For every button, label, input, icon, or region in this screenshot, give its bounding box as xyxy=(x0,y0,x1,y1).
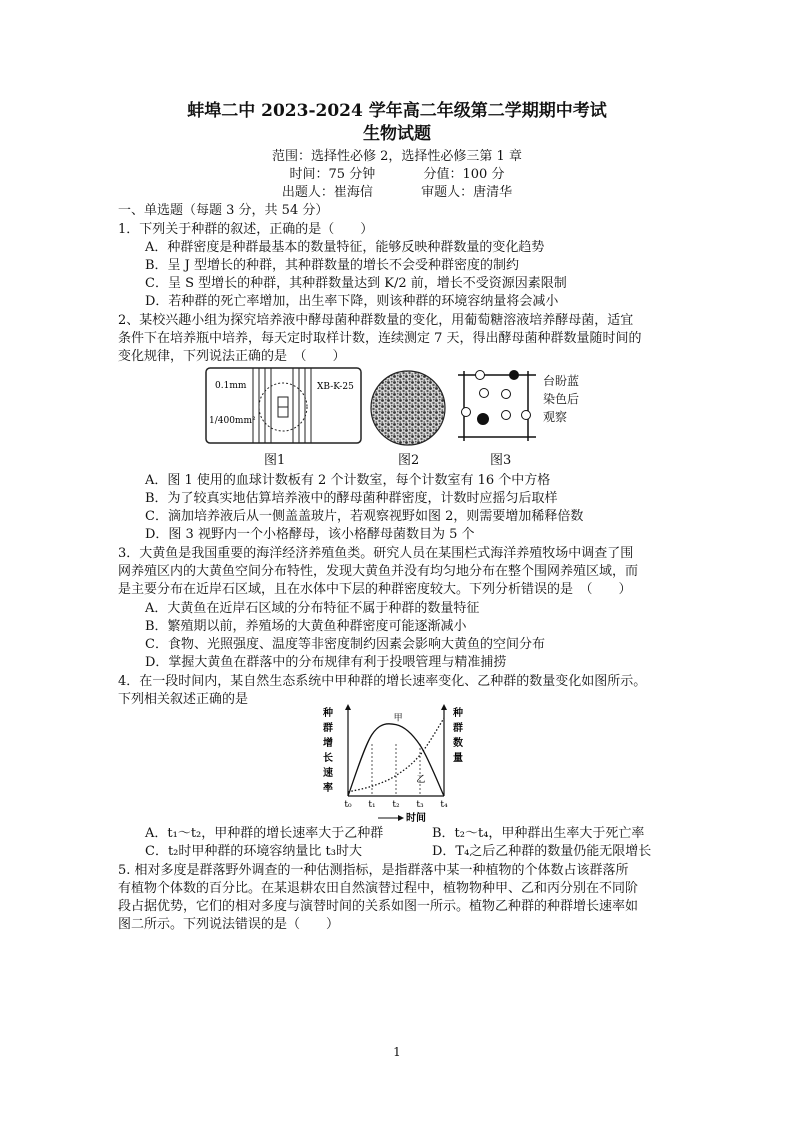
exam-time-score xyxy=(0,163,794,182)
chart-right-axis-arrow xyxy=(441,704,447,710)
q2-figure2-caption: 图2 xyxy=(398,453,420,468)
q4-line1: 4．在一段时间内，某自然生态系统中甲种群的增长速率变化、乙种群的数量变化如图所示。 xyxy=(118,674,647,689)
chart-right-axis-label-1: 种 xyxy=(453,708,463,719)
chart-right-axis-label-2: 群 xyxy=(453,723,463,734)
chart-right-axis-label-3: 数 xyxy=(453,738,463,749)
chart-left-axis-label-6: 率 xyxy=(323,783,333,794)
q2-figure3-grid xyxy=(456,367,542,445)
q4-growth-chart xyxy=(320,704,480,822)
exam-score: 分值：100 分 xyxy=(423,167,505,182)
q1-option-c: C．呈 S 型增长的种群，其种群数量达到 K/2 前，增长不受资源因素限制 xyxy=(145,276,567,291)
q5-line2: 有植物个体数的百分比。在某退耕农田自然演替过程中，植物物种甲、乙和丙分别在不同阶 xyxy=(118,881,639,896)
chart-x-tick-label: t₂ xyxy=(392,800,400,810)
fig3-label-3: 观察 xyxy=(543,410,568,424)
chart-left-axis-label-2: 群 xyxy=(323,723,333,734)
chart-x-tick-label: t₀ xyxy=(344,800,352,810)
q1-stem: 1．下列关于种群的叙述，正确的是（ ） xyxy=(118,222,374,237)
q3-option-c: C．食物、光照强度、温度等非密度制约因素会影响大黄鱼的空间分布 xyxy=(145,637,545,652)
exam-authors xyxy=(0,181,794,200)
q2-figure3-caption: 图3 xyxy=(490,453,512,468)
q5-line3: 段占据优势，它们的相对多度与演替时间的关系如图一所示。植物乙种群的种群增长速率如 xyxy=(118,899,639,914)
q4-option-b: B．t₂～t₄，甲种群出生率大于死亡率 xyxy=(432,826,645,841)
q2-figure1-caption: 图1 xyxy=(264,453,286,468)
chart-left-axis-label-4: 长 xyxy=(323,753,333,764)
q3-line2: 网养殖区内的大黄鱼空间分布特性，发现大黄鱼并没有均匀地分布在整个围网养殖区域，而 xyxy=(118,564,639,579)
q3-option-a: A．大黄鱼在近岸石区域的分布特征不属于种群的数量特征 xyxy=(145,601,480,616)
q3-option-d: D．掌握大黄鱼在群落中的分布规律有利于投喂管理与精准捕捞 xyxy=(145,655,507,670)
q2-option-b: B．为了较真实地估算培养液中的酵母菌种群密度，计数时应摇匀后取样 xyxy=(145,491,558,506)
q4-line2: 下列相关叙述正确的是 xyxy=(118,692,249,707)
page-number: 1 xyxy=(393,1045,401,1059)
q3-line1: 3．大黄鱼是我国重要的海洋经济养殖鱼类。研究人员在某围栏式海洋养殖牧场中调查了围 xyxy=(118,546,634,561)
q2-option-d: D．图 3 视野内一个小格酵母，该小格酵母菌数目为 5 个 xyxy=(145,527,475,542)
chart-left-axis-label-3: 增 xyxy=(323,738,333,749)
exam-reviewer: 审题人：唐清华 xyxy=(421,185,513,200)
fig1-depth-label: 0.1mm xyxy=(215,381,247,391)
q5-line1: 5. 相对多度是群落野外调查的一种估测指标，是指群落中某一种植物的个体数占该群落所 xyxy=(118,863,629,878)
chart-series-label: 甲 xyxy=(393,713,403,724)
chart-left-axis-label-1: 种 xyxy=(323,708,333,719)
chart-left-axis-arrow xyxy=(345,704,351,710)
exam-setter: 出题人：崔海信 xyxy=(281,185,373,200)
q1-option-b: B．呈 J 型增长的种群，其种群数量的增长不会受种群密度的制约 xyxy=(145,258,520,273)
section-heading: 一、单选题（每题 3 分，共 54 分） xyxy=(118,203,329,218)
q2-option-a: A．图 1 使用的血球计数板有 2 个计数室，每个计数室有 16 个中方格 xyxy=(145,473,551,488)
chart-x-tick-label: t₄ xyxy=(440,800,448,810)
fig1-code-label: XB-K-25 xyxy=(317,382,354,392)
q2-option-c: C．滴加培养液后从一侧盖盖玻片，若观察视野如图 2，则需要增加稀释倍数 xyxy=(145,509,584,524)
q3-option-b: B．繁殖期以前，养殖场的大黄鱼种群密度可能逐渐减小 xyxy=(145,619,467,634)
exam-subtitle: 生物试题 xyxy=(363,124,431,144)
chart-time-arrowhead xyxy=(398,815,404,821)
chart-x-tick-label: t₃ xyxy=(416,800,424,810)
q4-option-a: A．t₁～t₂，甲种群的增长速率大于乙种群 xyxy=(145,826,384,841)
chart-series-label: 乙 xyxy=(416,774,426,785)
chart-x-axis-label: 时间 xyxy=(406,813,426,822)
exam-time: 时间：75 分钟 xyxy=(289,167,376,182)
exam-title: 蚌埠二中 2023-2024 学年高二年级第二学期期中考试 xyxy=(187,101,607,121)
fig3-label-1: 台盼蓝 xyxy=(543,374,580,388)
q2-figure1-hemocytometer xyxy=(205,367,363,445)
chart-left-axis-label-5: 速 xyxy=(323,768,333,779)
chart-right-axis-label-4: 量 xyxy=(453,753,463,764)
fig3-label-2: 染色后 xyxy=(543,392,580,406)
q1-option-d: D．若种群的死亡率增加，出生率下降，则该种群的环境容纳量将会减小 xyxy=(145,294,559,309)
q4-option-d: D．T₄之后乙种群的数量仍能无限增长 xyxy=(432,844,652,859)
q3-line3: 是主要分布在近岸石区域，且在水体中下层的种群密度较大。下列分析错误的是 （ ） xyxy=(118,582,632,597)
q2-line3: 变化规律，下列说法正确的是 （ ） xyxy=(118,349,346,364)
fig1-area-label: 1/400mm² xyxy=(209,416,256,426)
q1-option-a: A．种群密度是种群最基本的数量特征，能够反映种群数量的变化趋势 xyxy=(145,240,545,255)
q4-option-c: C．t₂时甲种群的环境容纳量比 t₃时大 xyxy=(145,844,362,859)
exam-scope: 范围：选择性必修 2，选择性必修三第 1 章 xyxy=(272,149,522,164)
q5-line4: 图二所示。下列说法错误的是（ ） xyxy=(118,917,340,932)
chart-x-tick-label: t₁ xyxy=(368,800,376,810)
q2-figure2-microscope-field xyxy=(369,369,449,447)
q2-line2: 条件下在培养瓶中培养，每天定时取样计数，连续测定 7 天，得出酵母菌种群数量随时间的 xyxy=(118,331,642,346)
q2-line1: 2、某校兴趣小组为探究培养液中酵母菌种群数量的变化，用葡萄糖溶液培养酵母菌，适宜 xyxy=(118,313,634,328)
